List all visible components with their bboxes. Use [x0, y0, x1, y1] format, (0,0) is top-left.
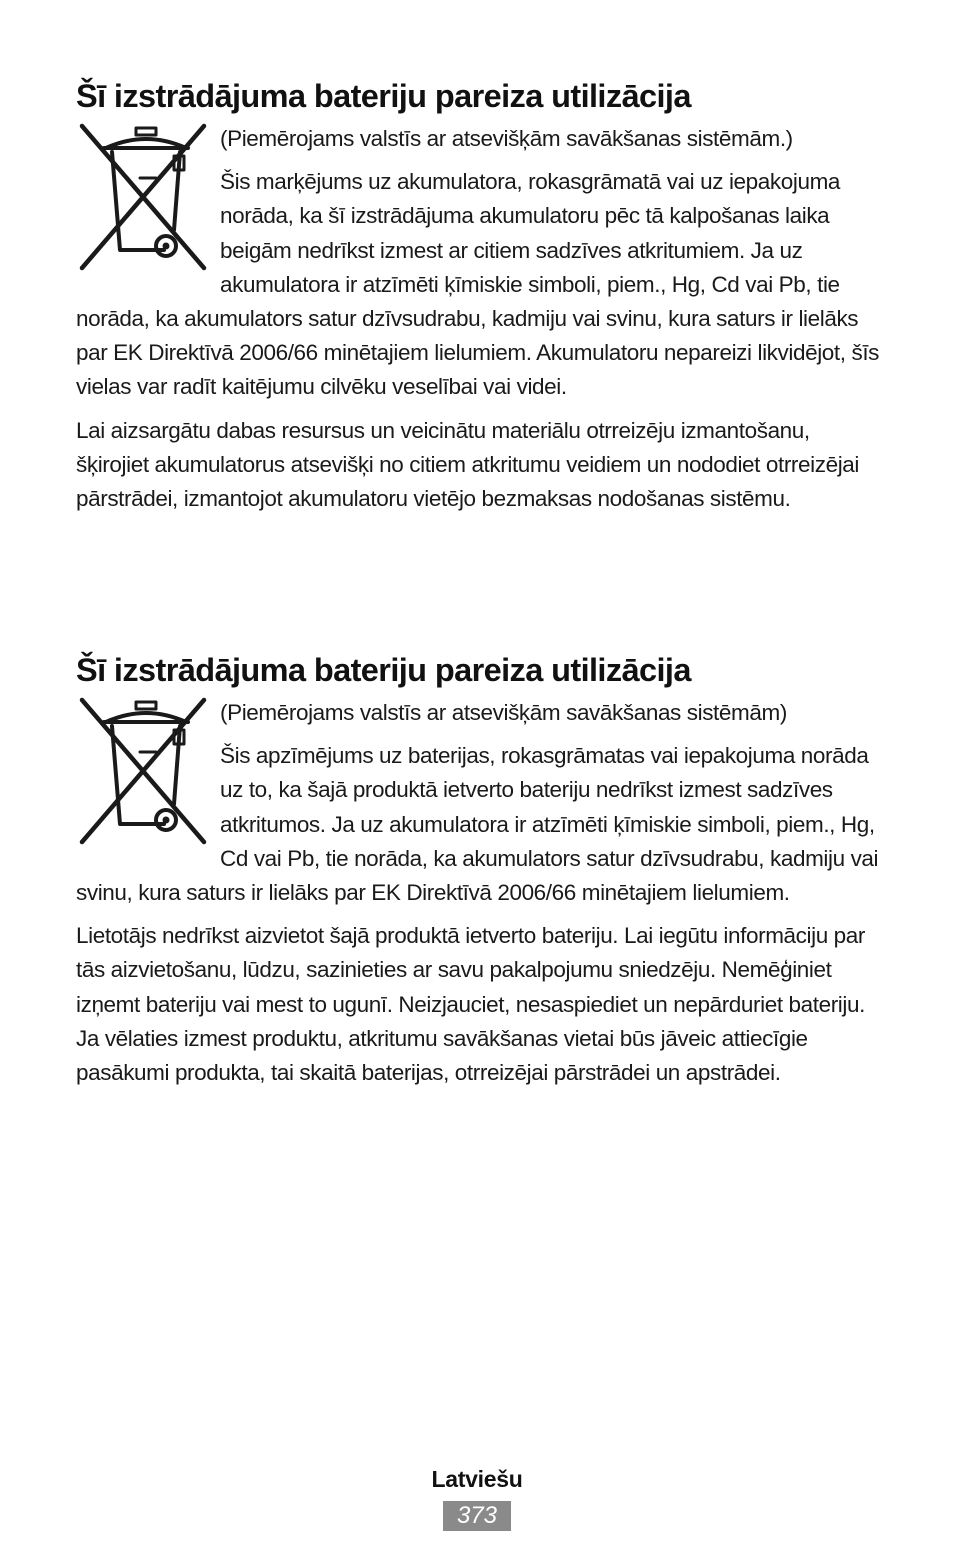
recycling-paragraph: Lai aizsargātu dabas resursus un veicinātu materiālu otrreizēju izmantošanu, šķirojiet akumulatorus atsevišķi no citiem atkritumu veidiem un nododiet otrreizējai pārstrādei, izmantojot akumulatoru vietējo bezmaksas nodošanas sistēmu.: [76, 417, 860, 512]
footer-language: Latviešu: [431, 1466, 523, 1492]
intro-block: [76, 696, 886, 910]
battery-disposal-section-2: [76, 648, 886, 1090]
applicability-note: (Piemērojams valstīs ar atsevišķām savākšanas sistēmām): [220, 700, 787, 725]
intro-block: [76, 122, 886, 405]
replacement-warning-paragraph: Lietotājs nedrīkst aizvietot šajā produktā ietverto bateriju. Lai iegūtu informāciju par tās aizvietošanu, lūdzu, sazinieties ar savu pakalpojumu sniedzēju. Nemēģiniet izņemt bateriju vai mest to ugunī. Neizjauciet, nesaspiediet un nepārduriet bateriju. Ja vēlaties izmest produktu, atkritumu savākšanas vietai būs jāveic attiecīgie pasākumi produkta, tai skaitā baterijas, otrreizējai pārstrādei un apstrādei.: [76, 923, 865, 1086]
battery-disposal-section-1: [76, 74, 886, 516]
crossed-out-wheelie-bin-icon: [76, 122, 210, 272]
applicability-note: (Piemērojams valstīs ar atsevišķām savākšanas sistēmām.): [220, 126, 793, 151]
section-title: Šī izstrādājuma bateriju pareiza utilizācija: [76, 652, 691, 688]
section-title: Šī izstrādājuma bateriju pareiza utilizācija: [76, 78, 691, 114]
disposal-paragraph: Šis apzīmējums uz baterijas, rokasgrāmatas vai iepakojuma norāda uz to, ka šajā produktā ietverto bateriju nedrīkst izmest sadzīves atkritumos. Ja uz akumulatora ir atzīmēti ķīmiskie simboli, piem., Hg, Cd vai Pb, tie norāda, ka akumulators satur dzīvsudrabu, kadmiju vai svinu, kura saturs ir lielāks par EK Direktīvā 2006/66 minētajiem lielumiem.: [76, 743, 879, 906]
disposal-paragraph: Šis marķējums uz akumulatora, rokasgrāmatā vai uz iepakojuma norāda, ka šī izstrādājuma akumulatoru pēc tā kalpošanas laika beigām nedrīkst izmest ar citiem sadzīves atkritumiem. Ja uz akumulatora ir atzīmēti ķīmiskie simboli, piem., Hg, Cd vai Pb, tie norāda, ka akumulators satur dzīvsudrabu, kadmiju vai svinu, kura saturs ir lielāks par EK Direktīvā 2006/66 minētajiem lielumiem. Akumulatoru nepareizi likvidējot, šīs vielas var radīt kaitējumu cilvēku veselībai vai videi.: [76, 169, 880, 400]
crossed-out-wheelie-bin-icon: [76, 696, 210, 846]
page-footer: [0, 1462, 954, 1531]
page-number: 373: [443, 1501, 511, 1531]
